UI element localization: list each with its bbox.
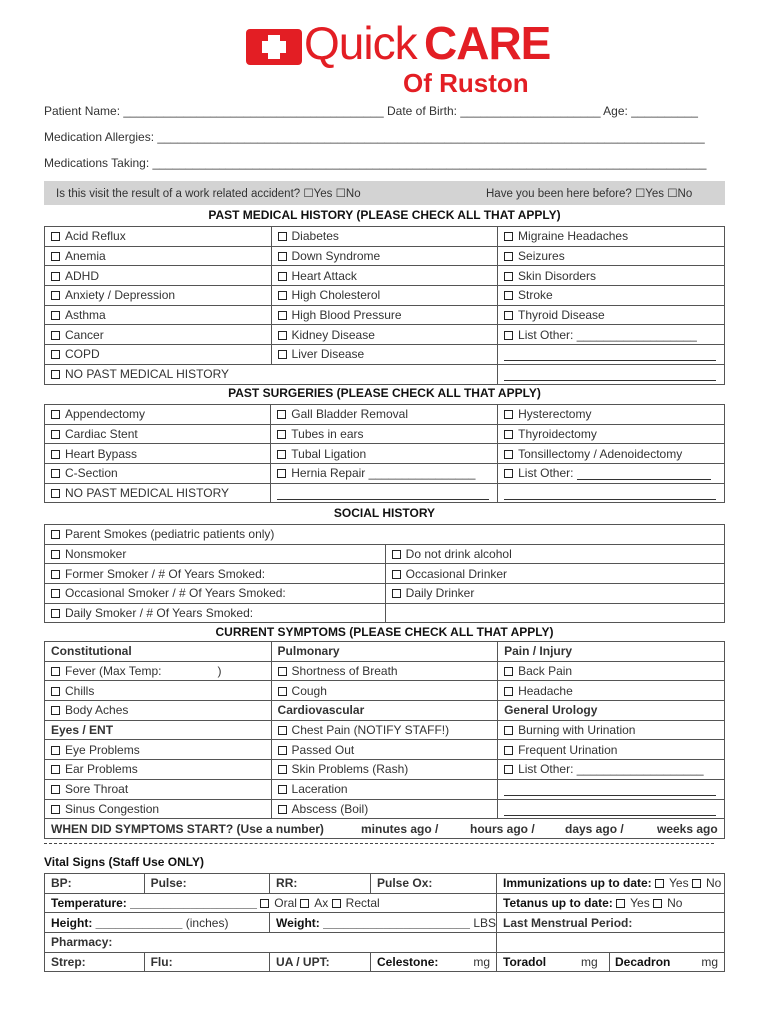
checkbox-icon[interactable]	[51, 252, 60, 261]
checkbox-icon[interactable]	[504, 410, 513, 419]
checkbox-icon[interactable]	[504, 687, 513, 696]
symptom-item[interactable]: Ear Problems	[45, 760, 272, 780]
checkbox-icon[interactable]	[504, 765, 513, 774]
ps-item[interactable]: Appendectomy	[45, 405, 271, 425]
pm-item[interactable]: Kidney Disease	[271, 325, 498, 345]
checkbox-icon[interactable]	[51, 350, 60, 359]
pm-none[interactable]: NO PAST MEDICAL HISTORY	[45, 364, 498, 384]
medication-allergies-field[interactable]: Medication Allergies: __________________________________________________________________________________	[44, 130, 705, 144]
checkbox-icon[interactable]	[278, 687, 287, 696]
ps-item[interactable]: Heart Bypass	[45, 444, 271, 464]
pm-item[interactable]: Anemia	[45, 246, 272, 266]
symptom-other-line[interactable]	[498, 779, 725, 799]
pm-item[interactable]: Migraine Headaches	[498, 227, 725, 247]
minutes-label: minutes ago /	[361, 821, 439, 836]
ua-upt-field[interactable]: UA / UPT:	[270, 952, 371, 972]
checkbox-icon[interactable]	[504, 311, 513, 320]
weeks-label: weeks ago	[657, 821, 718, 836]
past-medical-table	[44, 226, 725, 385]
checkbox-icon[interactable]	[260, 899, 269, 908]
logo-care-text: CARE	[424, 17, 551, 69]
medications-taking-field[interactable]: Medications Taking: ___________________________________________________________________________________	[44, 156, 707, 170]
quickcare-logo	[246, 17, 551, 101]
checkbox-icon[interactable]	[51, 589, 60, 598]
ps-item[interactable]: Tonsillectomy / Adenoidectomy	[498, 444, 725, 464]
weight-field[interactable]: Weight: ______________________ LBS	[270, 913, 497, 933]
pm-item[interactable]: Heart Attack	[271, 266, 498, 286]
pm-item[interactable]: Diabetes	[271, 227, 498, 247]
symptoms-start-label: WHEN DID SYMPTOMS START? (Use a number)	[51, 821, 324, 836]
pm-item[interactable]: List Other: __________________	[498, 325, 725, 345]
smoking-item[interactable]: Former Smoker / # Of Years Smoked:	[45, 564, 386, 584]
checkbox-icon[interactable]	[504, 331, 513, 340]
checkbox-icon[interactable]	[277, 469, 286, 478]
checkbox-icon[interactable]	[278, 350, 287, 359]
checkbox-icon[interactable]	[278, 232, 287, 241]
checkbox-icon[interactable]	[278, 805, 287, 814]
symptom-item[interactable]: Chest Pain (NOTIFY STAFF!)	[271, 720, 498, 740]
checkbox-icon[interactable]	[504, 232, 513, 241]
checkbox-icon[interactable]	[51, 430, 60, 439]
ps-item[interactable]: List Other:	[498, 464, 725, 484]
symptom-item[interactable]: List Other: ___________________	[498, 760, 725, 780]
drinking-item[interactable]: Occasional Drinker	[385, 564, 724, 584]
ps-item[interactable]: Tubes in ears	[271, 424, 498, 444]
checkbox-icon[interactable]	[504, 272, 513, 281]
checkbox-icon[interactable]	[51, 331, 60, 340]
checkbox-icon[interactable]	[278, 272, 287, 281]
parent-smokes-item[interactable]: Parent Smokes (pediatric patients only)	[45, 525, 725, 545]
checkbox-icon[interactable]	[692, 879, 701, 888]
patient-name-field[interactable]: Patient Name: _______________________________________ Date of Birth: _____________________ Age: __________	[44, 104, 698, 118]
vitals-table	[44, 873, 725, 972]
checkbox-icon[interactable]	[51, 765, 60, 774]
symptom-item[interactable]: Cough	[271, 681, 498, 701]
checkbox-icon[interactable]	[51, 272, 60, 281]
pm-other-line[interactable]	[498, 364, 725, 384]
ps-item[interactable]: Gall Bladder Removal	[271, 405, 498, 425]
pm-item[interactable]: High Cholesterol	[271, 286, 498, 306]
checkbox-icon[interactable]	[504, 291, 513, 300]
checkbox-icon[interactable]	[278, 667, 287, 676]
symptom-item[interactable]: Burning with Urination	[498, 720, 725, 740]
symptom-item[interactable]: Headache	[498, 681, 725, 701]
symptom-item[interactable]: Passed Out	[271, 740, 498, 760]
smoking-item[interactable]: Occasional Smoker / # Of Years Smoked:	[45, 584, 386, 604]
checkbox-icon[interactable]	[51, 291, 60, 300]
pm-item[interactable]: Acid Reflux	[45, 227, 272, 247]
checkbox-icon[interactable]	[278, 252, 287, 261]
checkbox-icon[interactable]	[51, 687, 60, 696]
past-surgeries-table	[44, 404, 725, 503]
pm-item[interactable]: Cancer	[45, 325, 272, 345]
symptom-item[interactable]: Back Pain	[498, 661, 725, 681]
checkbox-icon[interactable]	[504, 450, 513, 459]
symptom-other-line[interactable]	[498, 799, 725, 819]
flu-field[interactable]: Flu:	[144, 952, 269, 972]
ps-item[interactable]: C-Section	[45, 464, 271, 484]
pm-item[interactable]: ADHD	[45, 266, 272, 286]
symptom-item[interactable]: Chills	[45, 681, 272, 701]
symptom-item[interactable]: Fever (Max Temp: )	[45, 661, 272, 681]
celestone-field[interactable]: Celestone: mg	[371, 952, 497, 972]
medical-cross-icon	[246, 29, 302, 65]
pulse-ox-field[interactable]: Pulse Ox:	[371, 874, 497, 894]
general-urology-heading: General Urology	[498, 701, 725, 721]
checkbox-icon[interactable]	[504, 746, 513, 755]
checkbox-icon[interactable]	[51, 746, 60, 755]
logo-quick-text: Quick	[304, 17, 417, 69]
checkbox-icon[interactable]	[51, 550, 60, 559]
pain-injury-heading: Pain / Injury	[498, 642, 725, 662]
divider	[44, 843, 714, 844]
symptoms-table	[44, 641, 725, 839]
checkbox-icon[interactable]	[300, 899, 309, 908]
checkbox-icon[interactable]	[278, 726, 287, 735]
symptom-item[interactable]: Body Aches	[45, 701, 272, 721]
ps-item[interactable]: Tubal Ligation	[271, 444, 498, 464]
bp-field[interactable]: BP:	[45, 874, 145, 894]
checkbox-icon[interactable]	[655, 879, 664, 888]
pm-item[interactable]: Down Syndrome	[271, 246, 498, 266]
checkbox-icon[interactable]	[51, 450, 60, 459]
pm-item[interactable]: COPD	[45, 345, 272, 365]
checkbox-icon[interactable]	[51, 311, 60, 320]
vitals-title: Vital Signs (Staff Use ONLY)	[44, 855, 205, 869]
symptom-item[interactable]: Eye Problems	[45, 740, 272, 760]
ps-none[interactable]: NO PAST MEDICAL HISTORY	[45, 483, 271, 503]
checkbox-icon[interactable]	[278, 331, 287, 340]
immunizations-field[interactable]: Immunizations up to date: Yes No	[497, 874, 725, 894]
drinking-item[interactable]: Do not drink alcohol	[385, 544, 724, 564]
checkbox-icon[interactable]	[332, 899, 341, 908]
pm-item[interactable]: Thyroid Disease	[498, 305, 725, 325]
pm-item[interactable]: Stroke	[498, 286, 725, 306]
checkbox-icon[interactable]	[392, 589, 401, 598]
pm-item[interactable]: Asthma	[45, 305, 272, 325]
checkbox-icon[interactable]	[51, 570, 60, 579]
checkbox-icon[interactable]	[504, 469, 513, 478]
checkbox-icon[interactable]	[51, 232, 60, 241]
smoking-item[interactable]: Nonsmoker	[45, 544, 386, 564]
pm-item[interactable]: Seizures	[498, 246, 725, 266]
checkbox-icon[interactable]	[51, 609, 60, 618]
rr-field[interactable]: RR:	[270, 874, 371, 894]
drinking-item[interactable]: Daily Drinker	[385, 584, 724, 604]
pulmonary-heading: Pulmonary	[271, 642, 498, 662]
cardiovascular-heading: Cardiovascular	[271, 701, 498, 721]
ps-item[interactable]: Thyroidectomy	[498, 424, 725, 444]
past-medical-title: PAST MEDICAL HISTORY (PLEASE CHECK ALL THAT APPLY)	[208, 208, 561, 222]
been-here-question[interactable]: Have you been here before? ☐Yes ☐No	[486, 188, 693, 200]
ps-other-line[interactable]	[271, 483, 498, 503]
checkbox-icon[interactable]	[392, 550, 401, 559]
symptom-item[interactable]: Sore Throat	[45, 779, 272, 799]
days-label: days ago /	[565, 821, 624, 836]
checkbox-icon[interactable]	[277, 430, 286, 439]
checkbox-icon[interactable]	[504, 726, 513, 735]
checkbox-icon[interactable]	[504, 252, 513, 261]
checkbox-icon[interactable]	[51, 667, 60, 676]
checkbox-icon[interactable]	[278, 311, 287, 320]
ps-item[interactable]: Hernia Repair ________________	[271, 464, 498, 484]
checkbox-icon[interactable]	[504, 430, 513, 439]
toradol-decadron-field[interactable]: Toradol mg Decadron mg	[497, 952, 725, 972]
checkbox-icon[interactable]	[51, 785, 60, 794]
temperature-field[interactable]: Temperature: ___________________ Oral Ax Rectal	[45, 893, 497, 913]
tetanus-field[interactable]: Tetanus up to date: Yes No	[497, 893, 725, 913]
ps-item[interactable]: Hysterectomy	[498, 405, 725, 425]
pharmacy-empty	[497, 933, 725, 953]
checkbox-icon[interactable]	[277, 410, 286, 419]
lmp-field[interactable]: Last Menstrual Period:	[497, 913, 725, 933]
symptom-item[interactable]: Frequent Urination	[498, 740, 725, 760]
pm-item[interactable]: Anxiety / Depression	[45, 286, 272, 306]
checkbox-icon[interactable]	[51, 489, 60, 498]
ps-other-line[interactable]	[498, 483, 725, 503]
logo-ruston-text: Of Ruston	[403, 68, 529, 98]
smoking-item[interactable]: Daily Smoker / # Of Years Smoked:	[45, 603, 386, 623]
constitutional-heading: Constitutional	[45, 642, 272, 662]
pm-other-line[interactable]	[498, 345, 725, 365]
symptom-item[interactable]: Sinus Congestion	[45, 799, 272, 819]
symptom-item[interactable]: Skin Problems (Rash)	[271, 760, 498, 780]
strep-field[interactable]: Strep:	[45, 952, 145, 972]
checkbox-icon[interactable]	[51, 530, 60, 539]
social-history-title: SOCIAL HISTORY	[333, 506, 436, 520]
symptoms-title: CURRENT SYMPTOMS (PLEASE CHECK ALL THAT APPLY)	[215, 625, 554, 639]
pm-item[interactable]: Skin Disorders	[498, 266, 725, 286]
work-accident-bar	[44, 181, 725, 205]
checkbox-icon[interactable]	[392, 570, 401, 579]
checkbox-icon[interactable]	[616, 899, 625, 908]
pm-item[interactable]: Liver Disease	[271, 345, 498, 365]
checkbox-icon[interactable]	[51, 706, 60, 715]
checkbox-icon[interactable]	[504, 667, 513, 676]
checkbox-icon[interactable]	[51, 469, 60, 478]
checkbox-icon[interactable]	[278, 765, 287, 774]
checkbox-icon[interactable]	[277, 450, 286, 459]
work-accident-question[interactable]: Is this visit the result of a work related accident? ☐Yes ☐No	[56, 188, 361, 200]
checkbox-icon[interactable]	[51, 410, 60, 419]
height-field[interactable]: Height: _____________ (inches)	[45, 913, 270, 933]
symptom-item[interactable]: Shortness of Breath	[271, 661, 498, 681]
checkbox-icon[interactable]	[51, 370, 60, 379]
pulse-field[interactable]: Pulse:	[144, 874, 269, 894]
symptoms-start-row[interactable]	[45, 819, 725, 839]
checkbox-icon[interactable]	[653, 899, 662, 908]
social-history-table	[44, 524, 725, 623]
checkbox-icon[interactable]	[278, 785, 287, 794]
pm-item[interactable]: High Blood Pressure	[271, 305, 498, 325]
eyes-ent-heading: Eyes / ENT	[45, 720, 272, 740]
symptom-item[interactable]: Laceration	[271, 779, 498, 799]
symptom-item[interactable]: Abscess (Boil)	[271, 799, 498, 819]
pharmacy-field[interactable]: Pharmacy:	[45, 933, 497, 953]
hours-label: hours ago /	[470, 821, 535, 836]
checkbox-icon[interactable]	[278, 291, 287, 300]
checkbox-icon[interactable]	[278, 746, 287, 755]
checkbox-icon[interactable]	[51, 805, 60, 814]
past-surgeries-title: PAST SURGERIES (PLEASE CHECK ALL THAT APPLY)	[228, 386, 541, 400]
drinking-empty	[385, 603, 724, 623]
ps-item[interactable]: Cardiac Stent	[45, 424, 271, 444]
